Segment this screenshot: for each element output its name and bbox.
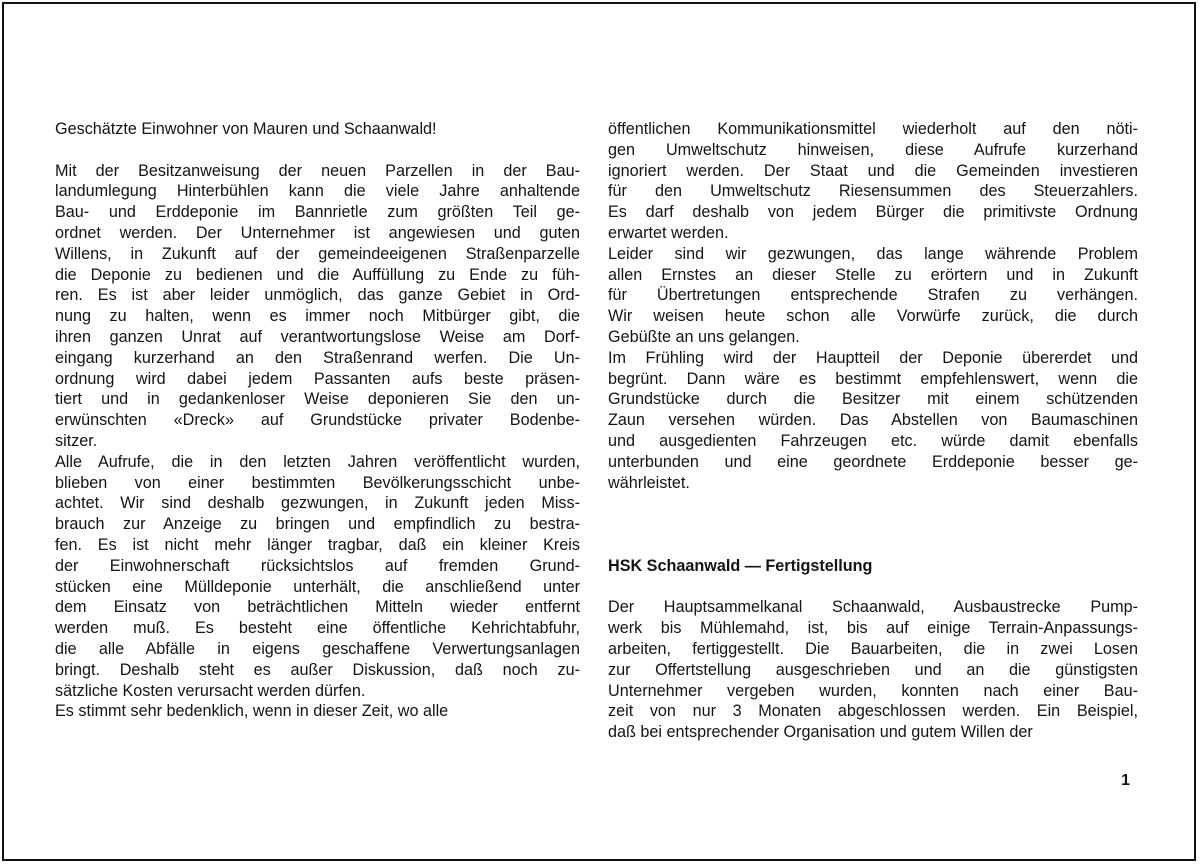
section-gap [608, 493, 1138, 535]
greeting: Geschätzte Einwohner von Mauren und Schaanwald! [55, 120, 437, 138]
text-line: Mit der Besitzanweisung der neuen Parzellen in der Bau- [55, 161, 580, 180]
text-line: dem Einsatz von beträchtlichen Mitteln wieder entfernt [55, 598, 580, 617]
section-body-text [608, 597, 1138, 743]
text-line: ignoriert werden. Der Staat und die Gemeinden investieren [608, 161, 1138, 180]
text-line: fen. Es ist nicht mehr länger tragbar, daß ein kleiner Kreis [55, 535, 580, 554]
text-line: nung zu halten, wenn es immer noch Mitbürger gibt, die [55, 307, 580, 326]
text-line: Bau- und Erddeponie im Bannrietle zum größten Teil ge- [55, 203, 580, 222]
text-line: sitzer. [55, 431, 98, 450]
text-line: die alle Abfälle in eigens geschaffene Verwertungsanlagen [55, 639, 580, 658]
text-line: ihren ganzen Unrat auf verantwortungslose Weise am Dorf- [55, 327, 580, 346]
text-line: blieben von einer bestimmten Bevölkerungsschicht unbe- [55, 473, 580, 492]
text-line: Zaun versehen würden. Das Abstellen von Baumaschinen [608, 411, 1138, 430]
text-line: Grundstücke durch die Besitzer mit einem schützenden [608, 390, 1138, 409]
text-line: Es stimmt sehr bedenklich, wenn in dieser Zeit, wo alle [55, 702, 449, 721]
text-line: ordnung wird dabei jedem Passanten aufs beste präsen- [55, 369, 580, 388]
text-line: werk bis Mühlemahd, ist, bis auf einige Terrain-Anpassungs- [608, 619, 1138, 638]
text-line: ordnet werden. Der Unternehmer ist angewiesen und guten [55, 223, 580, 242]
left-column [55, 119, 580, 722]
text-line: und ausgedienten Fahrzeugen etc. würde damit ebenfalls [608, 431, 1138, 450]
text-line: zur Offertstellung ausgeschrieben und an die günstigsten [608, 660, 1138, 679]
document-page [2, 2, 1196, 861]
text-line: daß bei entsprechender Organisation und gutem Willen der [608, 723, 1033, 742]
text-line: gen Umweltschutz hinweisen, diese Aufrufe kurzerhand [608, 140, 1138, 159]
right-body-text [608, 119, 1138, 493]
text-line: Wir weisen heute schon alle Vorwürfe zurück, die durch [608, 307, 1138, 326]
text-line: währleistet. [608, 473, 690, 492]
text-line: der Einwohnerschaft rücksichtslos auf fremden Grund- [55, 556, 580, 575]
text-line: achtet. Wir sind deshalb gezwungen, in Zukunft jeden Miss- [55, 494, 580, 513]
text-line: allen Ernstes an dieser Stelle zu erörtern und in Zukunft [608, 265, 1138, 284]
text-line: begrünt. Dann wäre es bestimmt empfehlenswert, wenn die [608, 369, 1138, 388]
text-line: sätzliche Kosten verursacht werden dürfen. [55, 681, 366, 700]
text-line: tiert und in gedankenloser Weise deponieren Sie den un- [55, 390, 580, 409]
page-number: 1 [1121, 772, 1130, 789]
text-line: zeit von nur 3 Monaten abgeschlossen werden. Ein Beispiel, [608, 702, 1138, 721]
text-line: werden muß. Es besteht eine öffentliche Kehrichtabfuhr, [55, 619, 580, 638]
text-line: erwünschten «Dreck» auf Grundstücke privater Bodenbe- [55, 411, 580, 430]
text-line: für den Umweltschutz Riesensummen des Steuerzahlers. [608, 182, 1138, 201]
text-line: die Deponie zu bedienen und die Auffüllung zu Ende zu füh- [55, 265, 580, 284]
paragraph-gap [608, 577, 1138, 598]
text-line: Der Hauptsammelkanal Schaanwald, Ausbaustrecke Pump- [608, 598, 1138, 617]
left-body-text [55, 161, 580, 723]
text-line: bringt. Deshalb steht es außer Diskussion, daß noch zu- [55, 660, 580, 679]
text-line: Es darf deshalb von jedem Bürger die primitivste Ordnung [608, 203, 1138, 222]
text-line: ren. Es ist aber leider unmöglich, das ganze Gebiet in Ord- [55, 286, 580, 305]
text-line: unterbunden und eine geordnete Erddeponie besser ge- [608, 452, 1138, 471]
text-line: Gebüßte an uns gelangen. [608, 327, 800, 346]
text-line: Im Frühling wird der Hauptteil der Deponie übererdet und [608, 348, 1138, 367]
text-line: für Übertretungen entsprechende Strafen zu verhängen. [608, 286, 1138, 305]
text-line: landumlegung Hinterbühlen kann die viele Jahre anhaltende [55, 182, 580, 201]
text-line: Unternehmer vergeben wurden, konnten nach einer Bau- [608, 681, 1138, 700]
text-line: stücken eine Mülldeponie unterhält, die anschließend unter [55, 577, 580, 596]
text-line: öffentlichen Kommunikationsmittel wiederholt auf den nöti- [608, 120, 1138, 138]
paragraph-gap [55, 140, 580, 161]
text-line: erwartet werden. [608, 223, 729, 242]
text-line: Alle Aufrufe, die in den letzten Jahren veröffentlicht wurden, [55, 452, 580, 471]
text-line: Leider sind wir gezwungen, das lange währende Problem [608, 244, 1138, 263]
text-line: brauch zur Anzeige zu bringen und empfindlich zu bestra- [55, 515, 580, 534]
text-line: Willens, in Zukunft auf der gemeindeeigenen Straßenparzelle [55, 244, 580, 263]
text-line: arbeiten, fertiggestellt. Die Bauarbeiten, die in zwei Losen [608, 640, 1138, 659]
right-column [608, 119, 1138, 743]
text-line: eingang kurzerhand an den Straßenrand werfen. Die Un- [55, 348, 580, 367]
section-heading: HSK Schaanwald — Fertigstellung [608, 556, 873, 575]
